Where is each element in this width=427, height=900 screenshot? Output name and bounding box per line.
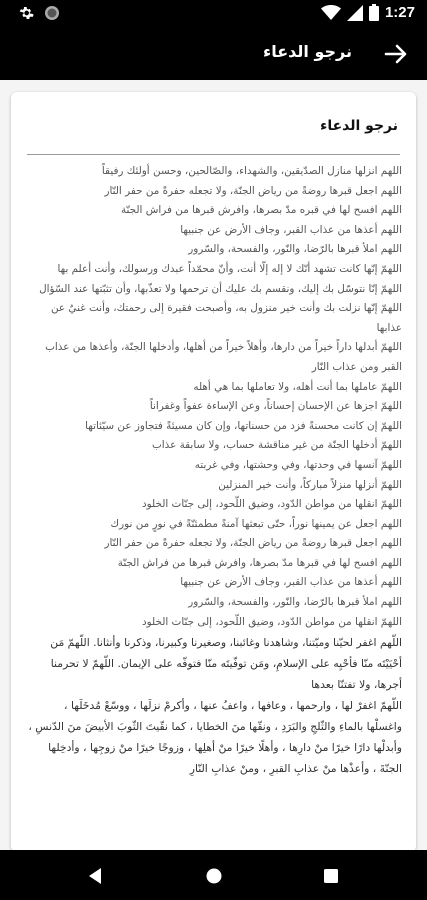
status-left-icons — [18, 5, 60, 21]
dua-paragraph: اللهم اجعل قبرها روضةً من رياض الجنّة، ولا تجعله حفرةً من حفر النّار — [104, 537, 402, 550]
dua-paragraph: اللهم افسح لها في قبره مدّ بصرها، وافرش قبرها من فراش الجنّة — [120, 204, 402, 217]
circle-icon — [44, 5, 60, 21]
dua-paragraph: اللهم املأ قبرها بالرّضا، والنّور، والفسحة، والسّرور — [188, 596, 402, 609]
dua-paragraph: اللهم املأ قبرها بالرّضا، والنّور، والفسحة، والسّرور — [188, 243, 402, 256]
status-right-icons — [321, 4, 415, 21]
app-toolbar — [0, 28, 427, 80]
dua-paragraph: اللهمّ انقلها من مواطن الدّود، وضيق اللّحود، إلى جنّات الخلود — [142, 498, 402, 511]
dua-paragraph: اللهمّ أنزلها منزلاً مباركاً، وأنت خير المنزلين — [218, 478, 402, 491]
signal-icon — [347, 5, 363, 21]
dua-paragraph: اللهمّ أبدلها داراً خيراً من دارها، وأهلاً خيراً من أهلها، وأدخلها الجنّة، وأعذها من عذاب القبر ومن عذاب النّار — [45, 341, 402, 373]
dua-paragraph: اللهمّ إنّا نتوسّل بك إليك، ونقسم بك عليك أن ترحمها ولا تعذّبها، وأن تثبّتها عند السّؤال — [39, 282, 402, 295]
wifi-icon — [321, 5, 341, 21]
dua-paragraph: اللهم اجعل عن يمينها نوراً، حتّى تبعثها آمنةً مطمئنّةً في نورٍ من نورك — [110, 517, 402, 530]
dua-paragraph: اللهم أعذها من عذاب القبر، وجاف الأرض عن جنبيها — [180, 223, 402, 236]
content-area — [0, 80, 427, 850]
recents-square-icon[interactable] — [320, 865, 342, 887]
dua-paragraph: اللهم افسح لها في قبرها مدّ بصرها، وافرش قبرها من فراش الجنّة — [117, 556, 402, 569]
dua-paragraph: اللهم أعذها من عذاب القبر، وجاف الأرض عن جنبيها — [180, 576, 402, 589]
status-bar — [0, 0, 427, 28]
dua-paragraph: اللهمّ آنسها في وحدتها، وفي وحشتها، وفي غربته — [194, 458, 402, 471]
back-triangle-icon[interactable] — [85, 865, 107, 887]
dua-paragraph: اللهمّ أدخلها الجنّة من غير مناقشة حساب، ولا سابقة عذاب — [151, 439, 402, 452]
battery-icon — [369, 4, 379, 21]
dua-paragraph: اللّهمّ اغفرْ لها ، وارحمها ، وعافها ، واعفُ عنها ، وأكرمْ نزلَها ، ووسّعْ مُدخَلَها ، واغسلْها بالماءِ والثّلجِ والبَرَدِ ، ونقّها منَ الخطايا ، كما نقّيتَ الثّوبَ الأبيضَ منَ الدّنسِ ، وأبدلْها دارًا خيرًا منْ دارِها ، وأهلًا خيرًا منْ أهلِها ، وزوجًا خيرًا منْ زوجِها ، وأدخِلها الجنّةَ ، وأعذْها منْ عذابِ القبرِ ، ومنْ عذابِ النّارِ — [28, 699, 402, 776]
arrow-right-icon[interactable] — [383, 41, 409, 67]
gear-icon — [18, 5, 34, 21]
dua-paragraph: اللهمّ إنّها نزلت بك وأنت خير منزول به، وأصبحت فقيرة إلى رحمتك، وأنت غنيٌ عن عذابها — [51, 302, 402, 334]
dua-paragraph: اللهم انزلها منازل الصدّيقين، والشهداء، والصّالحين، وحسن أولئك رفيقاً — [101, 165, 402, 177]
dua-paragraph: اللهم اجعل قبرها روضةً من رياض الجنّة، ولا تجعله حفرةً من حفر النّار — [104, 184, 402, 197]
dua-paragraph: اللّهم اغفر لحيّنا وميّتنا، وشاهدنا وغائبنا، وصغيرنا وكبيرنا، وذكرنا وأنثانا. اللّهمّ مَن أحْيَيْتَه منّا فأحْيِه على الإسلامِ، ومَن توفّيتَه منّا فتوفّه على الإيمان. اللّهمّ لا تحرمنا أجرها، ولا تفتنّا بعدها — [50, 636, 402, 692]
card-divider — [27, 154, 400, 155]
dua-paragraph: اللهمّ عاملها بما أنت أهله، ولا تعاملها بما هي أهله — [193, 380, 402, 393]
toolbar-title: نرجو الدعاء — [263, 42, 352, 61]
dua-paragraph: اللهمّ إن كانت محسنةً فزد من حسناتها، وإن كان مسيئةً فتجاوز عن سيّئاتها — [85, 419, 402, 432]
status-time: 1:27 — [384, 4, 415, 21]
dua-paragraph: اللهمّ اجزها عن الإحسان إحساناً، وعن الإساءة عفواً وغفراناً — [149, 400, 402, 413]
dua-paragraph: اللهمّ انقلها من مواطن الدّود، وضيق اللّحود، إلى جنّات الخلود — [142, 615, 402, 628]
card-body[interactable] — [27, 162, 402, 852]
home-circle-icon[interactable] — [203, 865, 225, 887]
card-title: نرجو الدعاء — [320, 118, 398, 134]
dua-paragraph: اللهمّ إنّها كانت تشهد أنّك لا إله إلّا أنت، وأنّ محمّداً عبدك ورسولك، وأنت أعلم بها — [57, 262, 402, 275]
system-nav-bar — [0, 850, 427, 900]
dua-card — [11, 92, 416, 852]
